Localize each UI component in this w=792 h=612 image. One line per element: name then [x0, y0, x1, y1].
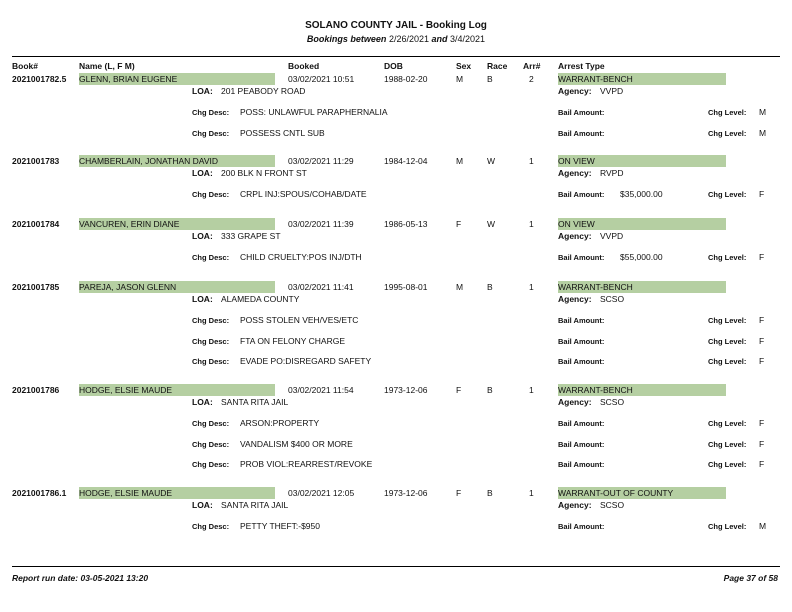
charge-level: F [759, 438, 765, 449]
charge-level: M [759, 107, 767, 117]
report-title: SOLANO COUNTY JAIL - Booking Log [305, 20, 487, 31]
chg-desc-label: Chg Desc: [192, 108, 230, 117]
report-subtitle [0, 34, 792, 44]
date-to: 3/4/2021 [450, 34, 486, 44]
chg-desc-label: Chg Desc: [192, 128, 230, 138]
arrest-type: WARRANT-BENCH [558, 281, 726, 293]
bail-amount-label: Bail Amount: [558, 522, 605, 531]
loa-value: 201 PEABODY ROAD [221, 86, 306, 96]
chg-desc-label: Chg Desc: [192, 460, 230, 469]
loa-label: LOA: [192, 397, 213, 407]
chg-desc-label: Chg Desc: [192, 316, 230, 325]
race-value: B [487, 74, 493, 84]
bail-amount-label: Bail Amount: [558, 357, 605, 366]
charge-description: CRPL INJ:SPOUS/COHAB/DATE [240, 189, 367, 199]
sex-value: M [456, 156, 464, 166]
inmate-name: HODGE, ELSIE MAUDE [79, 384, 275, 396]
inmate-name: GLENN, BRIAN EUGENE [79, 73, 275, 85]
agency-value: VVPD [600, 86, 624, 96]
charge-level: M [759, 127, 767, 138]
book-number: 2021001782.5 [12, 74, 67, 84]
chg-level-label: Chg Level: [708, 253, 747, 262]
agency-label: Agency: [558, 168, 592, 178]
agency-label: Agency: [558, 86, 592, 96]
charge-description: POSS: UNLAWFUL PARAPHERNALIA [240, 107, 388, 117]
charge-level: F [759, 189, 765, 199]
chg-desc-label: Chg Desc: [192, 190, 230, 199]
chg-desc-label: Chg Desc: [192, 253, 230, 262]
charge-description: PETTY THEFT:-$950 [240, 521, 320, 531]
chg-level-label: Chg Level: [708, 522, 747, 531]
booked-datetime: 03/02/2021 12:05 [288, 488, 355, 498]
loa-value: 200 BLK N FRONT ST [221, 168, 307, 178]
inmate-name: HODGE, ELSIE MAUDE [79, 487, 275, 499]
date-of-birth: 1986-05-13 [384, 219, 428, 229]
sex-value: M [456, 74, 464, 84]
bail-amount-label: Bail Amount: [558, 253, 605, 262]
bail-amount-value: $35,000.00 [620, 189, 663, 199]
chg-desc-label: Chg Desc: [192, 419, 230, 428]
charge-level: F [759, 356, 765, 366]
chg-level-label: Chg Level: [708, 316, 747, 325]
date-of-birth: 1988-02-20 [384, 74, 428, 84]
bail-amount-value: $55,000.00 [620, 252, 663, 262]
date-of-birth: 1984-12-04 [384, 156, 428, 166]
date-of-birth: 1995-08-01 [384, 282, 428, 292]
charge-level: M [759, 521, 767, 531]
agency-value: SCSO [600, 294, 625, 304]
booked-datetime: 03/02/2021 11:54 [288, 385, 354, 395]
book-number: 2021001784 [12, 219, 60, 229]
booked-datetime: 03/02/2021 11:29 [288, 156, 354, 166]
agency-value: RVPD [600, 168, 624, 178]
agency-label: Agency: [558, 500, 592, 510]
charge-level: F [759, 335, 765, 346]
arrest-count: 2 [529, 74, 534, 84]
booked-datetime: 03/02/2021 11:39 [288, 219, 354, 229]
arrest-count: 1 [529, 156, 534, 166]
race-value: B [487, 282, 493, 292]
loa-label: LOA: [192, 294, 213, 304]
charge-level: F [759, 252, 765, 262]
chg-level-label: Chg Level: [708, 190, 747, 199]
bail-amount-label: Bail Amount: [558, 108, 605, 117]
book-number: 2021001785 [12, 282, 60, 292]
booked-datetime: 03/02/2021 11:41 [288, 282, 354, 292]
book-number: 2021001786 [12, 385, 60, 395]
charge-level: F [759, 459, 765, 469]
arrest-type: WARRANT-BENCH [558, 73, 726, 85]
subtitle-and: and [431, 34, 448, 44]
chg-level-label: Chg Level: [708, 439, 747, 449]
charge-description: PROB VIOL:REARREST/REVOKE [240, 459, 373, 469]
agency-value: VVPD [600, 231, 624, 241]
charge-description: EVADE PO:DISREGARD SAFETY [240, 356, 372, 366]
bail-amount-label: Bail Amount: [558, 128, 605, 138]
bail-amount-label: Bail Amount: [558, 316, 605, 325]
col-race: Race [487, 61, 508, 71]
subtitle-prefix: Bookings between [306, 34, 387, 44]
loa-label: LOA: [192, 168, 213, 178]
charge-description: POSS STOLEN VEH/VES/ETC [240, 315, 359, 325]
charge-description: POSSESS CNTL SUB [240, 127, 325, 138]
loa-label: LOA: [192, 86, 213, 96]
chg-level-label: Chg Level: [708, 460, 747, 469]
book-number: 2021001786.1 [12, 488, 67, 498]
chg-desc-label: Chg Desc: [192, 357, 230, 366]
loa-label: LOA: [192, 231, 213, 241]
race-value: B [487, 385, 493, 395]
inmate-name: CHAMBERLAIN, JONATHAN DAVID [79, 155, 275, 167]
loa-value: ALAMEDA COUNTY [221, 294, 300, 304]
race-value: B [487, 488, 493, 498]
arrest-count: 1 [529, 488, 534, 498]
header-top-rule [12, 56, 780, 57]
inmate-name: PAREJA, JASON GLENN [79, 281, 275, 293]
loa-value: 333 GRAPE ST [221, 231, 281, 241]
chg-level-label: Chg Level: [708, 357, 747, 366]
bail-amount-label: Bail Amount: [558, 460, 605, 469]
bail-amount-label: Bail Amount: [558, 190, 605, 199]
bail-amount-label: Bail Amount: [558, 439, 605, 449]
loa-value: SANTA RITA JAIL [221, 500, 289, 510]
date-of-birth: 1973-12-06 [384, 385, 428, 395]
bail-amount-label: Bail Amount: [558, 419, 605, 428]
sex-value: F [456, 219, 462, 229]
chg-level-label: Chg Level: [708, 336, 747, 346]
charge-description: CHILD CRUELTY:POS INJ/DTH [240, 252, 362, 262]
chg-level-label: Chg Level: [708, 108, 747, 117]
col-booked: Booked [288, 61, 320, 71]
bail-amount-label: Bail Amount: [558, 336, 605, 346]
charge-description: VANDALISM $400 OR MORE [240, 438, 353, 449]
loa-label: LOA: [192, 500, 213, 510]
arrest-type: WARRANT-BENCH [558, 384, 726, 396]
sex-value: F [456, 488, 462, 498]
booked-datetime: 03/02/2021 10:51 [288, 74, 355, 84]
chg-level-label: Chg Level: [708, 419, 747, 428]
date-of-birth: 1973-12-06 [384, 488, 428, 498]
charge-description: ARSON:PROPERTY [240, 418, 320, 428]
col-arrest-type: Arrest Type [558, 61, 605, 71]
agency-value: SCSO [600, 500, 625, 510]
charge-level: F [759, 418, 765, 428]
col-name: Name (L, F M) [79, 61, 135, 71]
agency-label: Agency: [558, 397, 592, 407]
col-arr: Arr# [523, 61, 541, 71]
agency-label: Agency: [558, 231, 592, 241]
footer-rule [12, 566, 780, 567]
sex-value: M [456, 282, 464, 292]
agency-value: SCSO [600, 397, 625, 407]
chg-desc-label: Chg Desc: [192, 439, 230, 449]
col-sex: Sex [456, 61, 472, 71]
arrest-count: 1 [529, 282, 534, 292]
agency-label: Agency: [558, 294, 592, 304]
arrest-type: ON VIEW [558, 218, 726, 230]
col-dob: DOB [384, 61, 403, 71]
race-value: W [487, 156, 496, 166]
book-number: 2021001783 [12, 156, 60, 166]
chg-desc-label: Chg Desc: [192, 336, 230, 346]
arrest-type: WARRANT-OUT OF COUNTY [558, 487, 726, 499]
arrest-count: 1 [529, 385, 534, 395]
date-from: 2/26/2021 [388, 34, 429, 44]
arrest-count: 1 [529, 219, 534, 229]
loa-value: SANTA RITA JAIL [221, 397, 289, 407]
page-number: Page 37 of 58 [723, 573, 778, 583]
chg-desc-label: Chg Desc: [192, 522, 230, 531]
charge-level: F [759, 315, 765, 325]
inmate-name: VANCUREN, ERIN DIANE [79, 218, 275, 230]
chg-level-label: Chg Level: [708, 128, 747, 138]
arrest-type: ON VIEW [558, 155, 726, 167]
sex-value: F [456, 385, 462, 395]
col-book: Book# [12, 61, 38, 71]
charge-description: FTA ON FELONY CHARGE [240, 335, 346, 346]
report-run-date: Report run date: 03-05-2021 13:20 [12, 573, 149, 583]
race-value: W [487, 219, 496, 229]
